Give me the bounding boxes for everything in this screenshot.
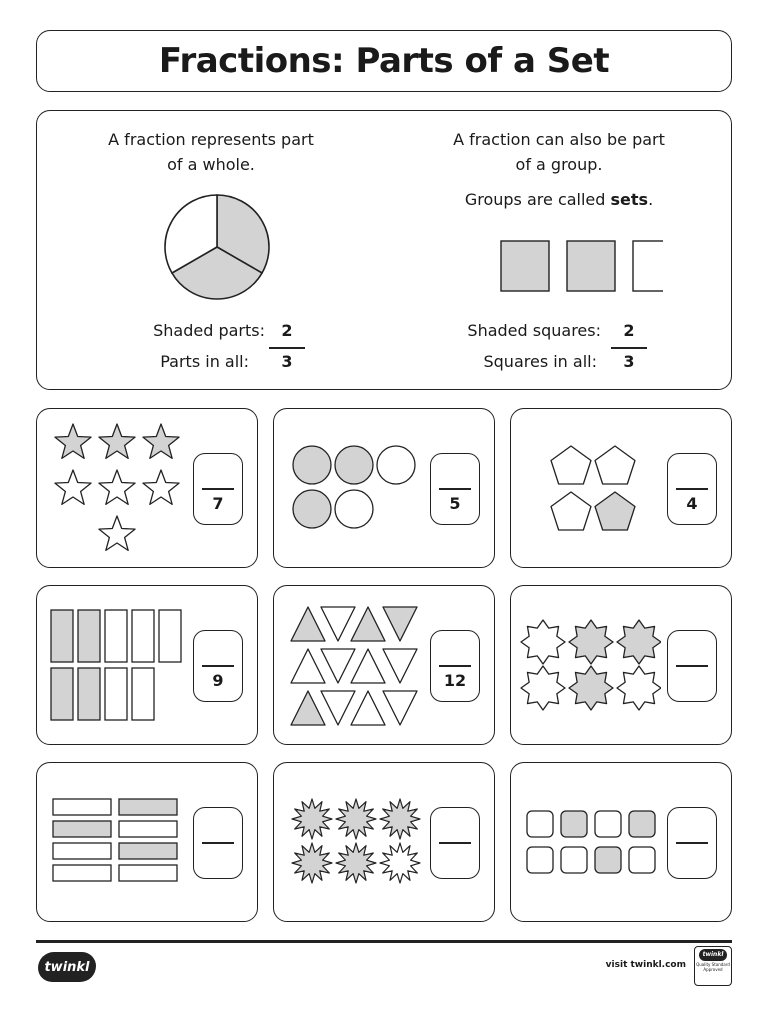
burst-shape [336,843,376,883]
parts-in-all-value: 3 [281,352,293,371]
fraction-bar [439,488,471,490]
shape-set [274,409,424,569]
rectangle-shape [105,668,127,720]
triangle-shape [321,691,355,725]
fraction-bar [202,842,234,844]
badge-line2: Approved [703,967,723,972]
intro-set-line1: A fraction can also be part [453,130,665,149]
intro-set-column [385,111,733,389]
pentagon-shape [551,492,591,530]
shape-set [274,586,424,746]
fraction-answer-box[interactable] [430,630,480,702]
exercise-card [36,585,258,745]
star-shape [99,470,135,504]
exercise-card [510,585,732,745]
fraction-bar [202,488,234,490]
footer-divider [36,940,732,943]
shaded-squares-value: 2 [623,321,635,340]
burst-shape [292,843,332,883]
shape-set [37,409,187,569]
exercise-card [273,585,495,745]
star-shape [55,470,91,504]
rounded-square-shape [561,847,587,873]
fraction-answer-box[interactable] [430,453,480,525]
eight-point-star-shape [521,666,565,710]
eight-point-star-shape [569,620,613,664]
circle-shape [293,446,331,484]
fraction-bar [611,347,647,349]
fraction-answer-box[interactable] [667,453,717,525]
pentagon-shape [595,446,635,484]
eight-point-star-shape [569,666,613,710]
fraction-bar [202,665,234,667]
fraction-answer-box[interactable] [667,807,717,879]
visit-link[interactable]: visit twinkl.com [605,960,686,970]
rectangle-shape [78,668,100,720]
badge-logo: twinkl [699,949,727,961]
circle-shape [293,490,331,528]
rounded-square-shape [527,847,553,873]
exercise-card [36,762,258,922]
rectangle-shape [78,610,100,662]
shape-set [511,409,661,569]
intro-whole-line1: A fraction represents part [108,130,314,149]
page-title: Fractions: Parts of a Set [158,41,610,81]
intro-whole-column [37,111,385,389]
eight-point-star-shape [617,620,661,664]
bar-shape [119,843,177,859]
triangle-shape [351,607,385,641]
triangle-shape [383,649,417,683]
rounded-square-shape [629,811,655,837]
sets-word: sets [610,190,649,209]
fraction-answer-box[interactable] [193,453,243,525]
triangle-shape [291,607,325,641]
burst-shape [380,799,420,839]
fraction-bar [676,842,708,844]
rectangle-shape [51,668,73,720]
example-squares [463,239,663,295]
sets-definition [465,187,653,212]
triangle-shape [291,649,325,683]
pentagon-shape [551,446,591,484]
example-square [501,241,549,291]
star-shape [143,424,179,458]
exercise-card [510,762,732,922]
triangle-shape [291,691,325,725]
star-shape [99,516,135,550]
intro-set-line2: of a group. [515,155,603,174]
fraction-bar [439,665,471,667]
shape-set [37,763,187,923]
title-box [36,30,732,92]
rounded-square-shape [595,847,621,873]
burst-shape [292,799,332,839]
example-square-set [501,241,663,291]
triangle-shape [321,649,355,683]
triangle-shape [351,649,385,683]
bar-shape [53,799,111,815]
circle-shape [335,490,373,528]
rounded-square-shape [527,811,553,837]
eight-point-star-shape [617,666,661,710]
star-shape [143,470,179,504]
exercise-card [36,408,258,568]
rectangle-shape [51,610,73,662]
squares-in-all-value: 3 [623,352,635,371]
burst-shape [380,843,420,883]
intro-set-text [453,127,665,177]
quality-badge [694,946,732,986]
pie-chart [157,187,277,307]
denominator-value: 9 [212,671,224,690]
fraction-answer-box[interactable] [430,807,480,879]
exercise-card [273,762,495,922]
logo-text: twinkl [44,959,90,975]
intro-whole-line2: of a whole. [167,155,255,174]
circle-shape [335,446,373,484]
shape-set [511,586,661,746]
denominator-value: 7 [212,494,224,513]
parts-in-all-label: Parts in all: [160,352,249,371]
pie-slices [165,195,269,299]
fraction-answer-box[interactable] [193,807,243,879]
burst-shape [336,799,376,839]
rectangle-shape [132,668,154,720]
example-square [567,241,615,291]
shape-set [274,763,424,923]
pentagon-shape [595,492,635,530]
fraction-answer-box[interactable] [193,630,243,702]
bar-shape [53,865,111,881]
rectangle-shape [159,610,181,662]
rounded-square-shape [629,847,655,873]
fraction-answer-box[interactable] [667,630,717,702]
shaded-squares-label: Shaded squares: [467,321,601,340]
fraction-bar [676,665,708,667]
rectangle-shape [105,610,127,662]
exercise-card [273,408,495,568]
example-square [633,241,663,291]
bar-shape [53,821,111,837]
fraction-bar [439,842,471,844]
star-shape [99,424,135,458]
triangle-shape [351,691,385,725]
star-shape [55,424,91,458]
shape-set [511,763,661,923]
rectangle-shape [132,610,154,662]
rounded-square-shape [595,811,621,837]
sets-suffix: . [648,190,654,209]
bar-shape [119,799,177,815]
bar-shape [53,843,111,859]
twinkl-logo [38,952,96,982]
circle-shape [377,446,415,484]
fraction-bar [269,347,305,349]
shape-set [37,586,187,746]
eight-point-star-shape [521,620,565,664]
shaded-parts-value: 2 [281,321,293,340]
denominator-value: 5 [449,494,461,513]
triangle-shape [383,691,417,725]
squares-in-all-label: Squares in all: [483,352,597,371]
exercise-card [510,408,732,568]
bar-shape [119,821,177,837]
intro-whole-text [108,127,314,177]
intro-panel [36,110,732,390]
bar-shape [119,865,177,881]
badge-line1: Quality Standard [696,962,730,967]
shaded-parts-label: Shaded parts: [153,321,265,340]
denominator-value: 4 [686,494,698,513]
denominator-value: 12 [443,671,467,690]
sets-prefix: Groups are called [464,190,611,209]
rounded-square-shape [561,811,587,837]
triangle-shape [383,607,417,641]
fraction-bar [676,488,708,490]
triangle-shape [321,607,355,641]
